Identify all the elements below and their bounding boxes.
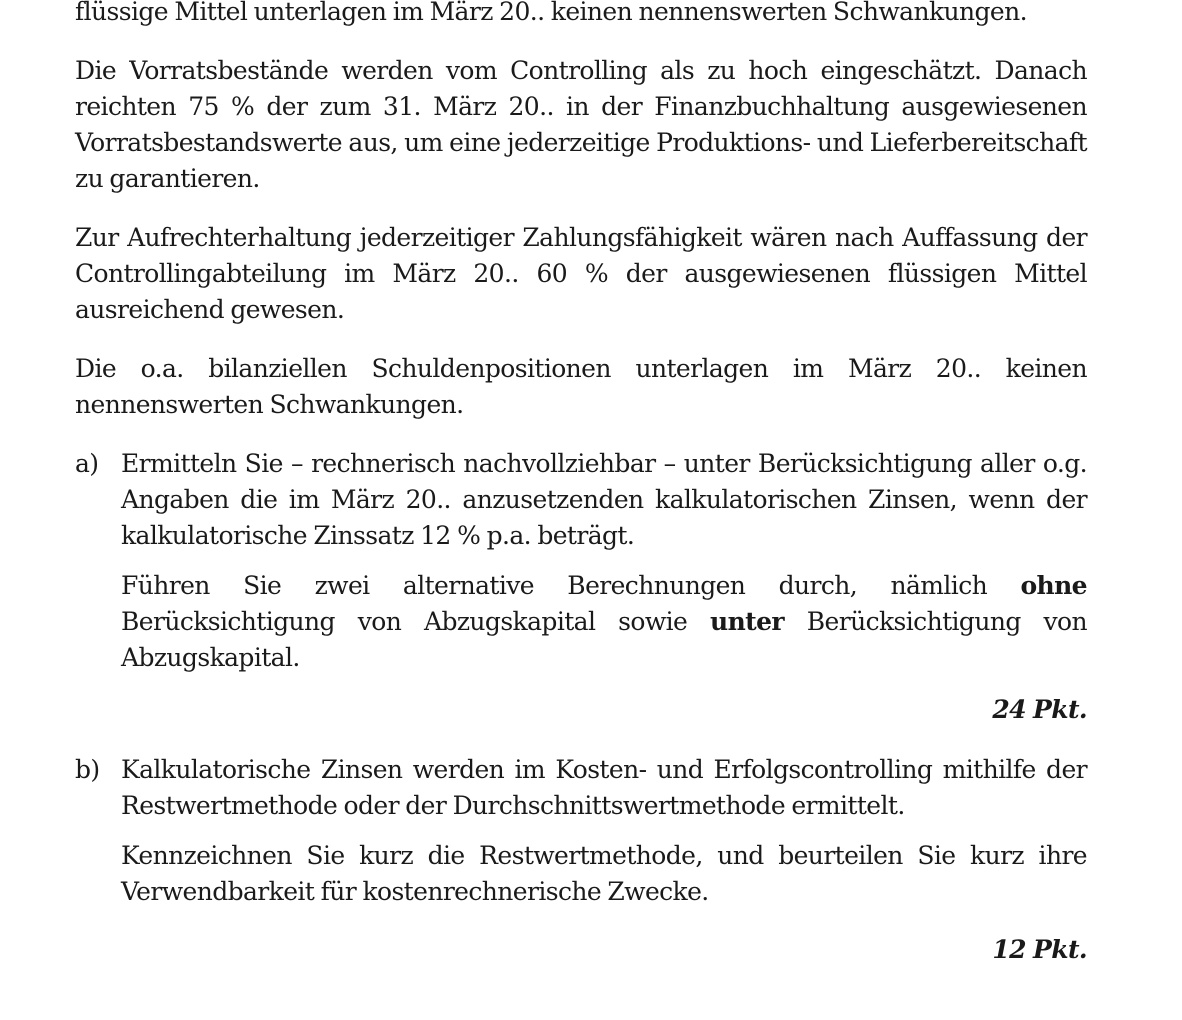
task-a-note-bold-ohne: ohne: [1020, 571, 1087, 600]
task-b-letter: b): [75, 755, 100, 784]
task-a: [75, 446, 1087, 690]
task-a-note-bold-unter: unter: [710, 607, 784, 636]
paragraph-liquidity: Zur Aufrechterhaltung jederzeitiger Zahlungsfähigkeit wären nach Auffassung der Controllingabteilung im März 20.. 60 % der ausgewiesenen flüssigen Mittel ausreichend gewesen.: [75, 223, 1087, 324]
task-a-points: 24 Pkt.: [992, 695, 1087, 724]
task-b-text: Kalkulatorische Zinsen werden im Kosten- und Erfolgscontrolling mithilfe der Restwertmethode oder der Durchschnittswertmethode ermittelt.: [121, 755, 1087, 820]
task-a-note-part3: Berücksichtigung von Abzugskapital.: [121, 607, 1087, 672]
task-a-note: [121, 568, 1087, 676]
task-b-body: [121, 752, 1087, 924]
paragraph-inventory: Die Vorratsbestände werden vom Controlling als zu hoch eingeschätzt. Danach reichten 75 % der zum 31. März 20.. in der Finanzbuchhaltung ausgewiesenen Vorratsbestandswerte aus, um eine jederzeitige Produktions- und Lieferbereitschaft zu garantieren.: [75, 56, 1087, 193]
task-a-note-part1: Führen Sie zwei alternative Berechnungen durch, nämlich: [121, 571, 1021, 600]
paragraph-liquid-funds: flüssige Mittel unterlagen im März 20.. keinen nennenswerten Schwankungen.: [75, 0, 1027, 26]
task-b: [75, 752, 1087, 924]
task-b-points: 12 Pkt.: [992, 935, 1087, 964]
task-b-note: Kennzeichnen Sie kurz die Restwertmethode, und beurteilen Sie kurz ihre Verwendbarkeit für kostenrechnerische Zwecke.: [121, 841, 1087, 906]
task-a-note-part2: Berücksichtigung von Abzugskapital sowie: [121, 607, 711, 636]
task-a-text: Ermitteln Sie – rechnerisch nachvollziehbar – unter Berücksichtigung aller o.g. Angaben die im März 20.. anzusetzenden kalkulatorischen Zinsen, wenn der kalkulatorische Zinssatz 12 % p.a. beträgt.: [121, 449, 1087, 550]
task-a-body: [121, 446, 1087, 690]
document-page: [75, 0, 1087, 992]
paragraph-debt-positions: Die o.a. bilanziellen Schuldenpositionen unterlagen im März 20.. keinen nennenswerten Schwankungen.: [75, 354, 1087, 419]
task-a-letter: a): [75, 449, 99, 478]
